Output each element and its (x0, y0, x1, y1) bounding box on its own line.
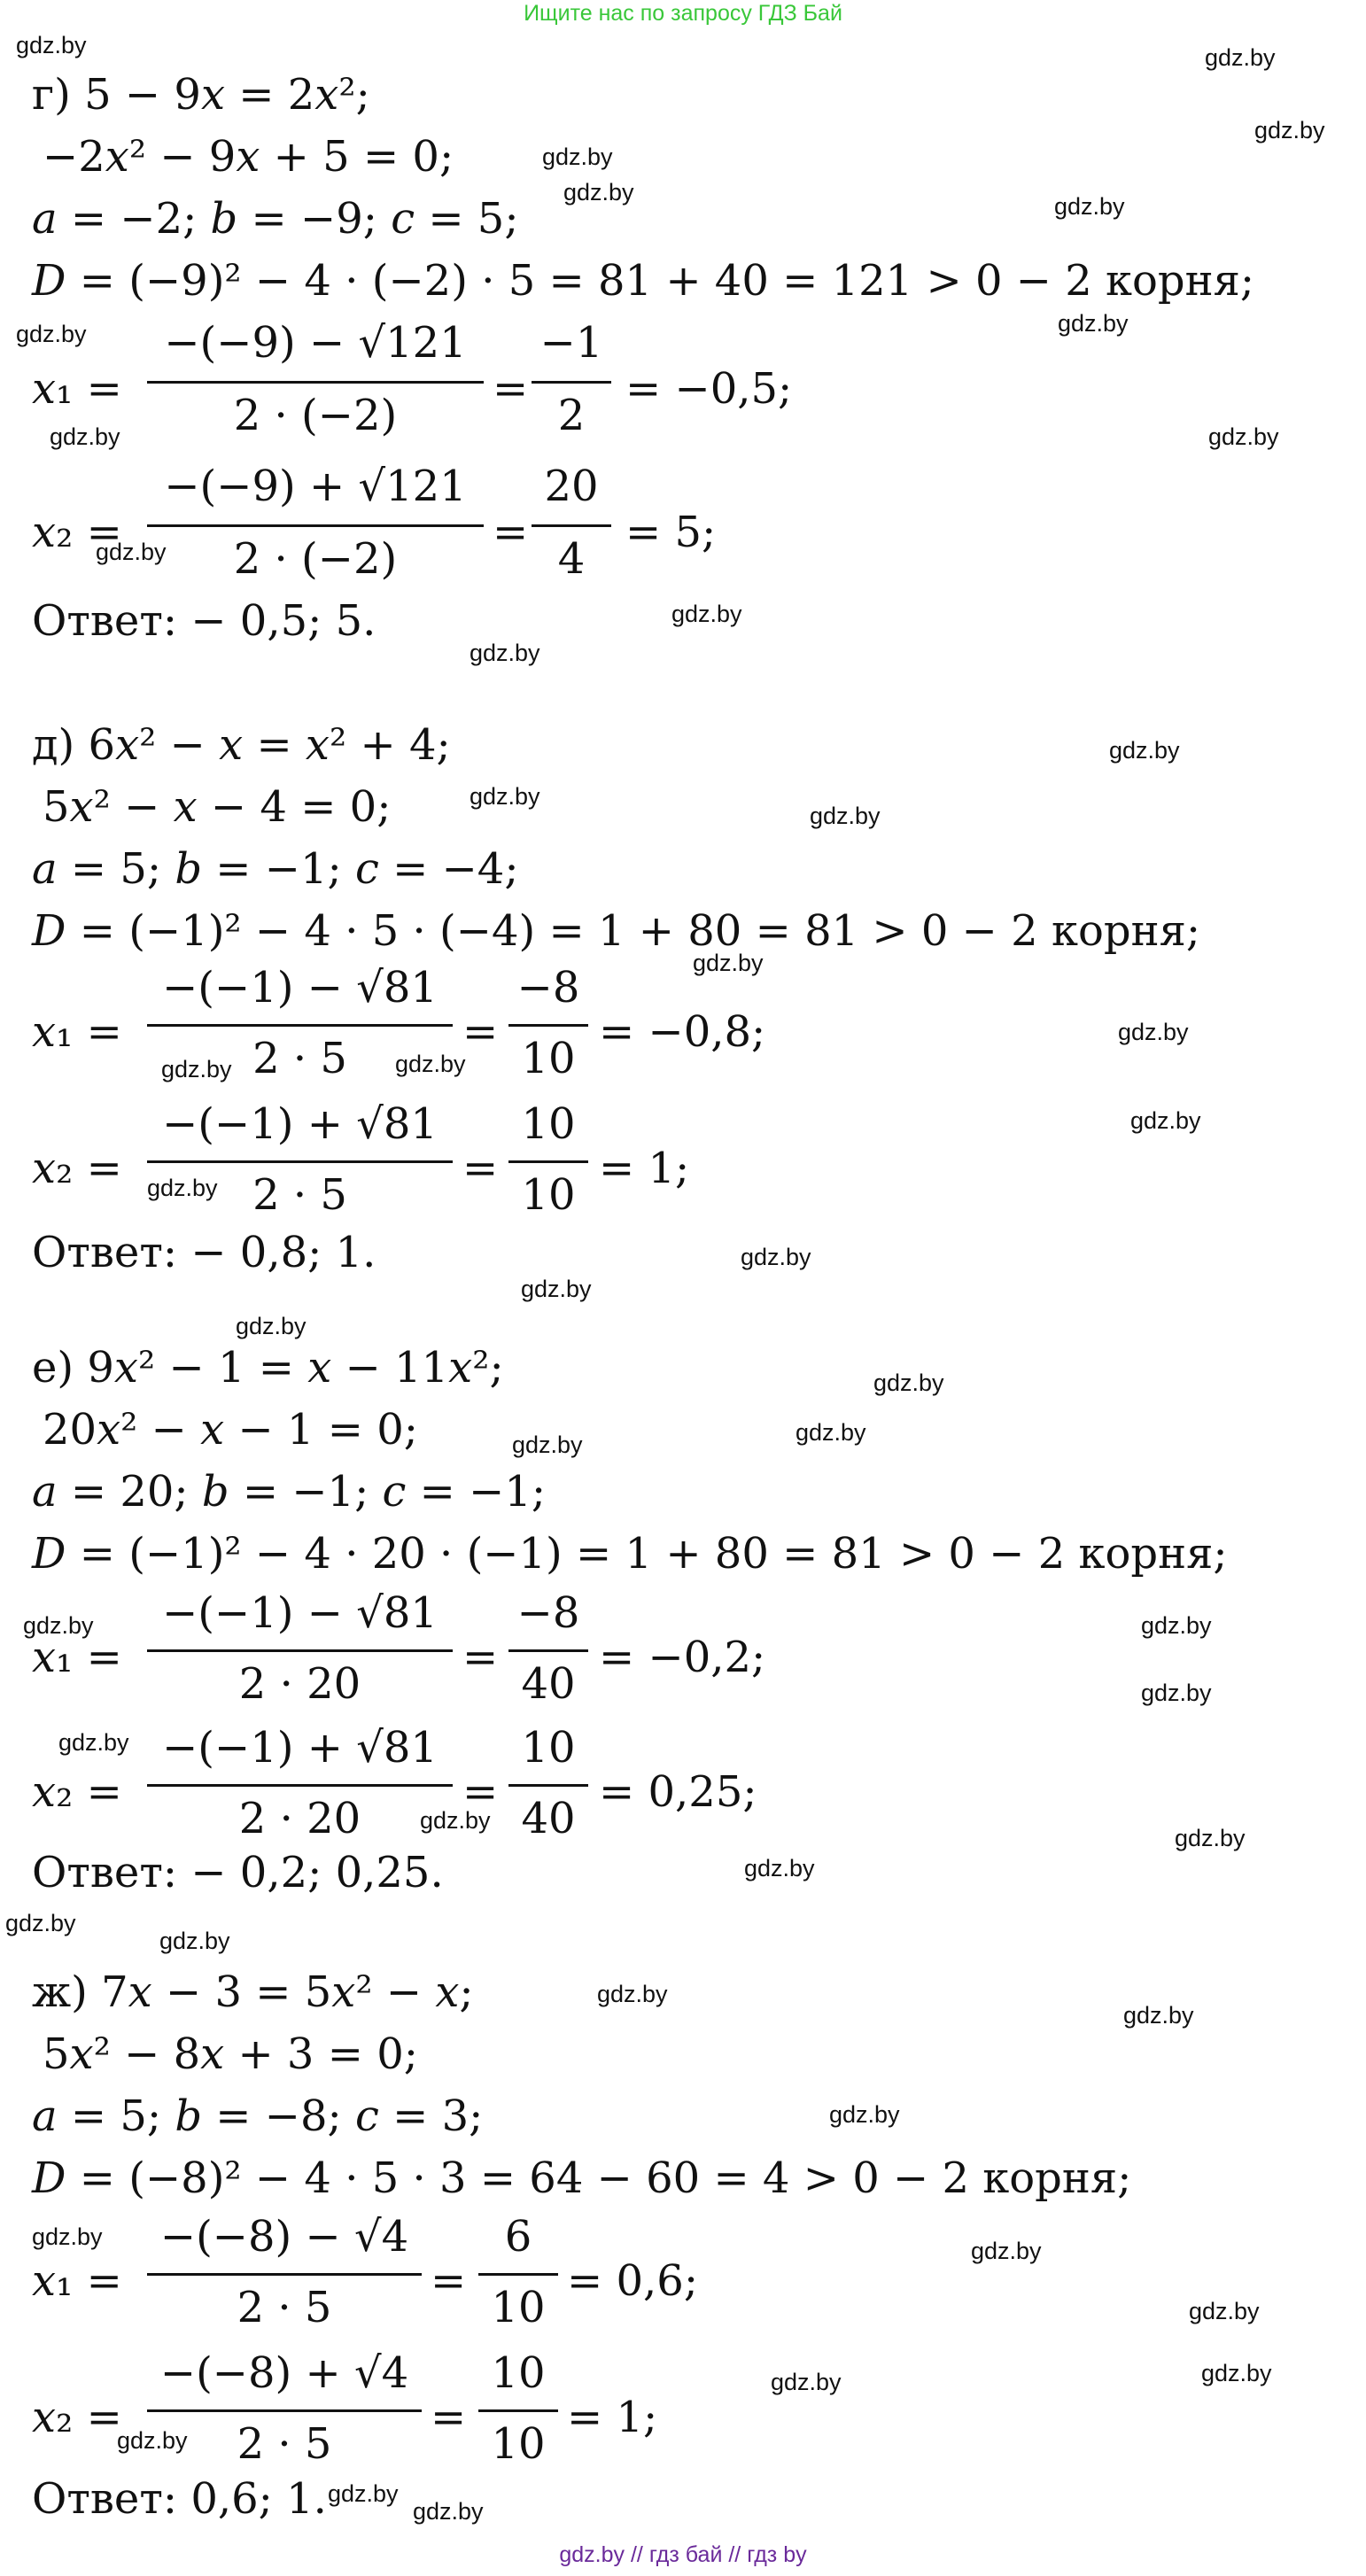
e-x2-equals: = (462, 1767, 499, 1817)
e-x1-fraction-bar-2 (508, 1649, 588, 1652)
zh-x1-denominator: 2 · 5 (237, 2283, 332, 2332)
zh-x2-denominator: 2 · 5 (237, 2419, 332, 2469)
e-line-1: е) 9𝑥² − 1 = 𝑥 − 11𝑥²; (32, 1343, 504, 1393)
footer-links[interactable]: gdz.by // гдз бай // гдз by (559, 2542, 807, 2567)
watermark: gdz.by (1118, 1019, 1189, 1045)
watermark: gdz.by (1201, 2360, 1272, 2386)
g-x1-numerator: −(−9) − √121 (164, 318, 467, 368)
watermark: gdz.by (5, 1910, 76, 1936)
e-x2-numerator: −(−1) + √81 (162, 1723, 438, 1773)
zh-line-2: 5𝑥² − 8𝑥 + 3 = 0; (43, 2029, 418, 2079)
e-line-2: 20𝑥² − 𝑥 − 1 = 0; (43, 1405, 418, 1455)
g-x2-numerator: −(−9) + √121 (164, 462, 467, 511)
zh-line-3: 𝑎 = 5; 𝑏 = −8; 𝑐 = 3; (32, 2091, 484, 2141)
watermark: gdz.by (744, 1855, 815, 1882)
watermark: gdz.by (1141, 1612, 1212, 1639)
watermark: gdz.by (413, 2498, 484, 2525)
watermark: gdz.by (58, 1729, 129, 1756)
zh-x1-equals: = (431, 2256, 467, 2306)
zh-x2-result: = 1; (567, 2393, 658, 2442)
g-x2-fraction-bar (147, 524, 484, 527)
g-x1-fraction-bar (147, 381, 484, 384)
zh-x2-numerator-2: 10 (491, 2348, 546, 2398)
d-x2-numerator-2: 10 (521, 1099, 576, 1149)
d-line-2: 5𝑥² − 𝑥 − 4 = 0; (43, 782, 392, 832)
watermark: gdz.by (521, 1276, 592, 1302)
watermark: gdz.by (1189, 2298, 1260, 2324)
d-x1-fraction-bar-2 (508, 1024, 588, 1027)
e-x2-denominator-2: 40 (521, 1794, 576, 1843)
watermark: gdz.by (796, 1419, 866, 1446)
d-x1-equals: = (462, 1007, 499, 1057)
g-x1-denominator-2: 2 (557, 391, 586, 440)
zh-x2-fraction-bar (147, 2409, 422, 2412)
zh-x2-denominator-2: 10 (491, 2419, 546, 2469)
watermark: gdz.by (829, 2101, 900, 2128)
d-line-4: 𝐷 = (−1)² − 4 · 5 · (−4) = 1 + 80 = 81 > 0 − 2 корня; (32, 906, 1201, 956)
watermark: gdz.by (873, 1369, 944, 1396)
watermark: gdz.by (693, 950, 764, 976)
g-line-4: 𝐷 = (−9)² − 4 · (−2) · 5 = 81 + 40 = 121 > 0 − 2 корня; (32, 256, 1255, 306)
watermark: gdz.by (563, 179, 634, 206)
g-line-1: г) 5 − 9𝑥 = 2𝑥²; (32, 70, 370, 120)
d-x2-equals: = (462, 1144, 499, 1193)
watermark: gdz.by (16, 32, 87, 58)
e-answer: Ответ: − 0,2; 0,25. (32, 1848, 444, 1897)
zh-x2-label: 𝑥₂ = (32, 2393, 122, 2442)
g-x2-denominator: 2 · (−2) (233, 534, 398, 584)
e-x1-denominator: 2 · 20 (238, 1659, 361, 1709)
d-x1-denominator: 2 · 5 (252, 1034, 347, 1083)
watermark: gdz.by (671, 601, 742, 627)
d-x2-numerator: −(−1) + √81 (162, 1099, 438, 1149)
e-x1-fraction-bar (147, 1649, 453, 1652)
d-x1-numerator: −(−1) − √81 (162, 963, 438, 1013)
d-x2-denominator: 2 · 5 (252, 1170, 347, 1220)
g-x2-equals: = (493, 508, 529, 557)
watermark: gdz.by (1208, 423, 1279, 450)
e-line-4: 𝐷 = (−1)² − 4 · 20 · (−1) = 1 + 80 = 81 > 0 − 2 корня; (32, 1529, 1228, 1579)
d-x1-result: = −0,8; (599, 1007, 766, 1057)
d-x2-fraction-bar (147, 1160, 453, 1163)
watermark: gdz.by (117, 2427, 188, 2454)
g-x1-numerator-2: −1 (539, 318, 603, 368)
d-answer: Ответ: − 0,8; 1. (32, 1228, 376, 1277)
e-x1-numerator: −(−1) − √81 (162, 1588, 438, 1638)
watermark: gdz.by (1109, 737, 1180, 764)
g-x1-label: 𝑥₁ = (32, 364, 122, 414)
g-x1-fraction-bar-2 (532, 381, 611, 384)
g-line-3: 𝑎 = −2; 𝑏 = −9; 𝑐 = 5; (32, 194, 519, 244)
g-x2-denominator-2: 4 (557, 534, 586, 584)
g-x2-label: 𝑥₂ = (32, 508, 122, 557)
g-answer: Ответ: − 0,5; 5. (32, 596, 376, 646)
d-x2-label: 𝑥₂ = (32, 1144, 122, 1193)
watermark: gdz.by (328, 2480, 399, 2507)
watermark: gdz.by (771, 2369, 842, 2395)
watermark: gdz.by (236, 1313, 307, 1339)
e-x2-fraction-bar-2 (508, 1784, 588, 1787)
e-line-3: 𝑎 = 20; 𝑏 = −1; 𝑐 = −1; (32, 1467, 547, 1517)
watermark: gdz.by (1141, 1680, 1212, 1706)
watermark: gdz.by (542, 144, 613, 170)
watermark: gdz.by (23, 1612, 94, 1639)
zh-x1-fraction-bar-2 (478, 2273, 558, 2276)
zh-x2-numerator: −(−8) + √4 (159, 2348, 409, 2398)
watermark: gdz.by (597, 1981, 668, 2007)
e-x2-label: 𝑥₂ = (32, 1767, 122, 1817)
e-x1-numerator-2: −8 (516, 1588, 580, 1638)
zh-x1-result: = 0,6; (567, 2256, 698, 2306)
zh-x1-fraction-bar (147, 2273, 422, 2276)
e-x1-equals: = (462, 1633, 499, 1682)
watermark: gdz.by (1058, 310, 1129, 337)
g-x1-result: = −0,5; (625, 364, 793, 414)
zh-x2-fraction-bar-2 (478, 2409, 558, 2412)
g-x1-denominator: 2 · (−2) (233, 391, 398, 440)
e-x2-denominator: 2 · 20 (238, 1794, 361, 1843)
e-x2-fraction-bar (147, 1784, 453, 1787)
g-x2-numerator-2: 20 (544, 462, 599, 511)
watermark: gdz.by (470, 640, 540, 666)
search-banner[interactable]: Ищите нас по запросу ГДЗ Бай (524, 1, 842, 26)
watermark: gdz.by (810, 803, 881, 829)
d-x1-denominator-2: 10 (521, 1034, 576, 1083)
g-x2-result: = 5; (625, 508, 717, 557)
d-line-3: 𝑎 = 5; 𝑏 = −1; 𝑐 = −4; (32, 844, 519, 894)
watermark: gdz.by (1054, 193, 1125, 220)
zh-x1-numerator: −(−8) − √4 (159, 2212, 409, 2262)
d-x2-denominator-2: 10 (521, 1170, 576, 1220)
g-line-2: −2𝑥² − 9𝑥 + 5 = 0; (43, 132, 454, 182)
e-x1-result: = −0,2; (599, 1633, 766, 1682)
watermark: gdz.by (159, 1928, 230, 1954)
watermark: gdz.by (741, 1244, 811, 1270)
zh-line-4: 𝐷 = (−8)² − 4 · 5 · 3 = 64 − 60 = 4 > 0 − 2 корня; (32, 2153, 1132, 2203)
watermark: gdz.by (1205, 44, 1276, 71)
d-x2-fraction-bar-2 (508, 1160, 588, 1163)
zh-line-1: ж) 7𝑥 − 3 = 5𝑥² − 𝑥; (32, 1967, 474, 2017)
watermark: gdz.by (96, 539, 167, 565)
d-x1-label: 𝑥₁ = (32, 1007, 122, 1057)
watermark: gdz.by (1123, 2002, 1194, 2029)
watermark: gdz.by (971, 2238, 1042, 2264)
d-x2-result: = 1; (599, 1144, 690, 1193)
watermark: gdz.by (420, 1807, 491, 1834)
e-x1-denominator-2: 40 (521, 1659, 576, 1709)
zh-answer: Ответ: 0,6; 1. (32, 2474, 327, 2524)
g-x1-equals: = (493, 364, 529, 414)
watermark: gdz.by (512, 1432, 583, 1458)
e-x2-numerator-2: 10 (521, 1723, 576, 1773)
zh-x1-numerator-2: 6 (504, 2212, 532, 2262)
watermark: gdz.by (147, 1175, 218, 1201)
watermark: gdz.by (395, 1051, 466, 1077)
zh-x1-denominator-2: 10 (491, 2283, 546, 2332)
g-x2-fraction-bar-2 (532, 524, 611, 527)
watermark: gdz.by (50, 423, 120, 450)
watermark: gdz.by (1254, 117, 1325, 144)
watermark: gdz.by (1175, 1825, 1246, 1851)
watermark: gdz.by (161, 1056, 232, 1082)
zh-x1-label: 𝑥₁ = (32, 2256, 122, 2306)
watermark: gdz.by (16, 321, 87, 347)
d-line-1: д) 6𝑥² − 𝑥 = 𝑥² + 4; (32, 720, 451, 770)
e-x2-result: = 0,25; (599, 1767, 757, 1817)
d-x1-fraction-bar (147, 1024, 453, 1027)
d-x1-numerator-2: −8 (516, 963, 580, 1013)
watermark: gdz.by (470, 783, 540, 810)
zh-x2-equals: = (431, 2393, 467, 2442)
e-x1-label: 𝑥₁ = (32, 1633, 122, 1682)
watermark: gdz.by (1130, 1107, 1201, 1134)
watermark: gdz.by (32, 2223, 103, 2250)
